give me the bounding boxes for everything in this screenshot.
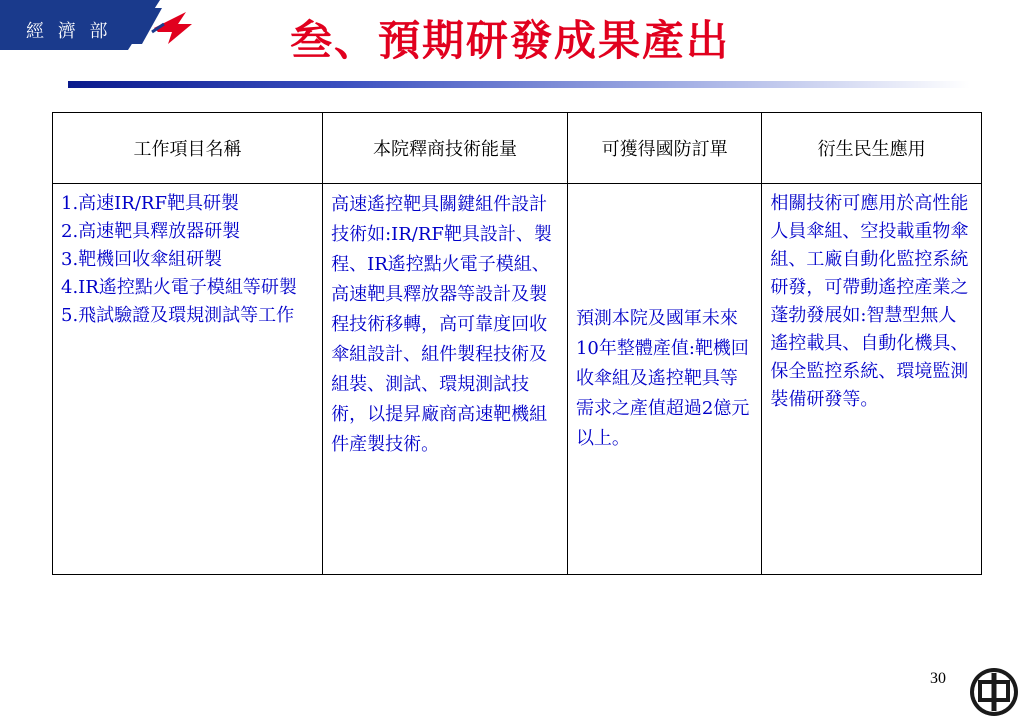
work-items-cell — [53, 184, 323, 575]
header-work-items: 工作項目名稱 — [53, 113, 323, 184]
outcome-table — [52, 112, 982, 575]
ministry-name: 經 濟 部 — [26, 21, 112, 42]
list-item: 3.靶機回收傘組研製 — [61, 249, 223, 270]
title-underline-bar — [68, 81, 970, 88]
list-item: 4.IR遙控點火電子模組等研製 — [61, 277, 297, 298]
defense-orders-cell: 預測本院及國軍未來10年整體產值:靶機回收傘組及遙控靶具等需求之產值超過2億元以上。 — [567, 184, 761, 575]
tech-capability-cell: 高速遙控靶具關鍵組件設計技術如:IR/RF靶具設計、製程、IR遙控點火電子模組、高速靶具釋放器等設計及製程技術移轉，高可靠度回收傘組設計、組件製程技術及組裝、測試、環規測試技術，以提昇廠商高速靶機組件產製技術。 — [323, 184, 568, 575]
header-defense-orders: 可獲得國防訂單 — [567, 113, 761, 184]
chung-logo-icon — [968, 666, 1020, 722]
table-header-row — [53, 113, 982, 184]
civil-applications-cell: 相關技術可應用於高性能人員傘組、空投載重物傘組、工廠自動化監控系統研發，可帶動遙控產業之蓬勃發展如:智慧型無人遙控載具、自動化機具、保全監控系統、環境監測裝備研發等。 — [762, 184, 982, 575]
list-item: 1.高速IR/RF靶具研製 — [61, 193, 239, 214]
list-item: 2.高速靶具釋放器研製 — [61, 221, 241, 242]
list-item: 5.飛試驗證及環規測試等工作 — [61, 305, 295, 326]
page-title: 叁、預期研發成果產出 — [289, 16, 730, 65]
header-civil-applications: 衍生民生應用 — [762, 113, 982, 184]
header-tech-capability: 本院釋商技術能量 — [323, 113, 568, 184]
table-row — [53, 184, 982, 575]
page-number: 30 — [930, 670, 946, 687]
